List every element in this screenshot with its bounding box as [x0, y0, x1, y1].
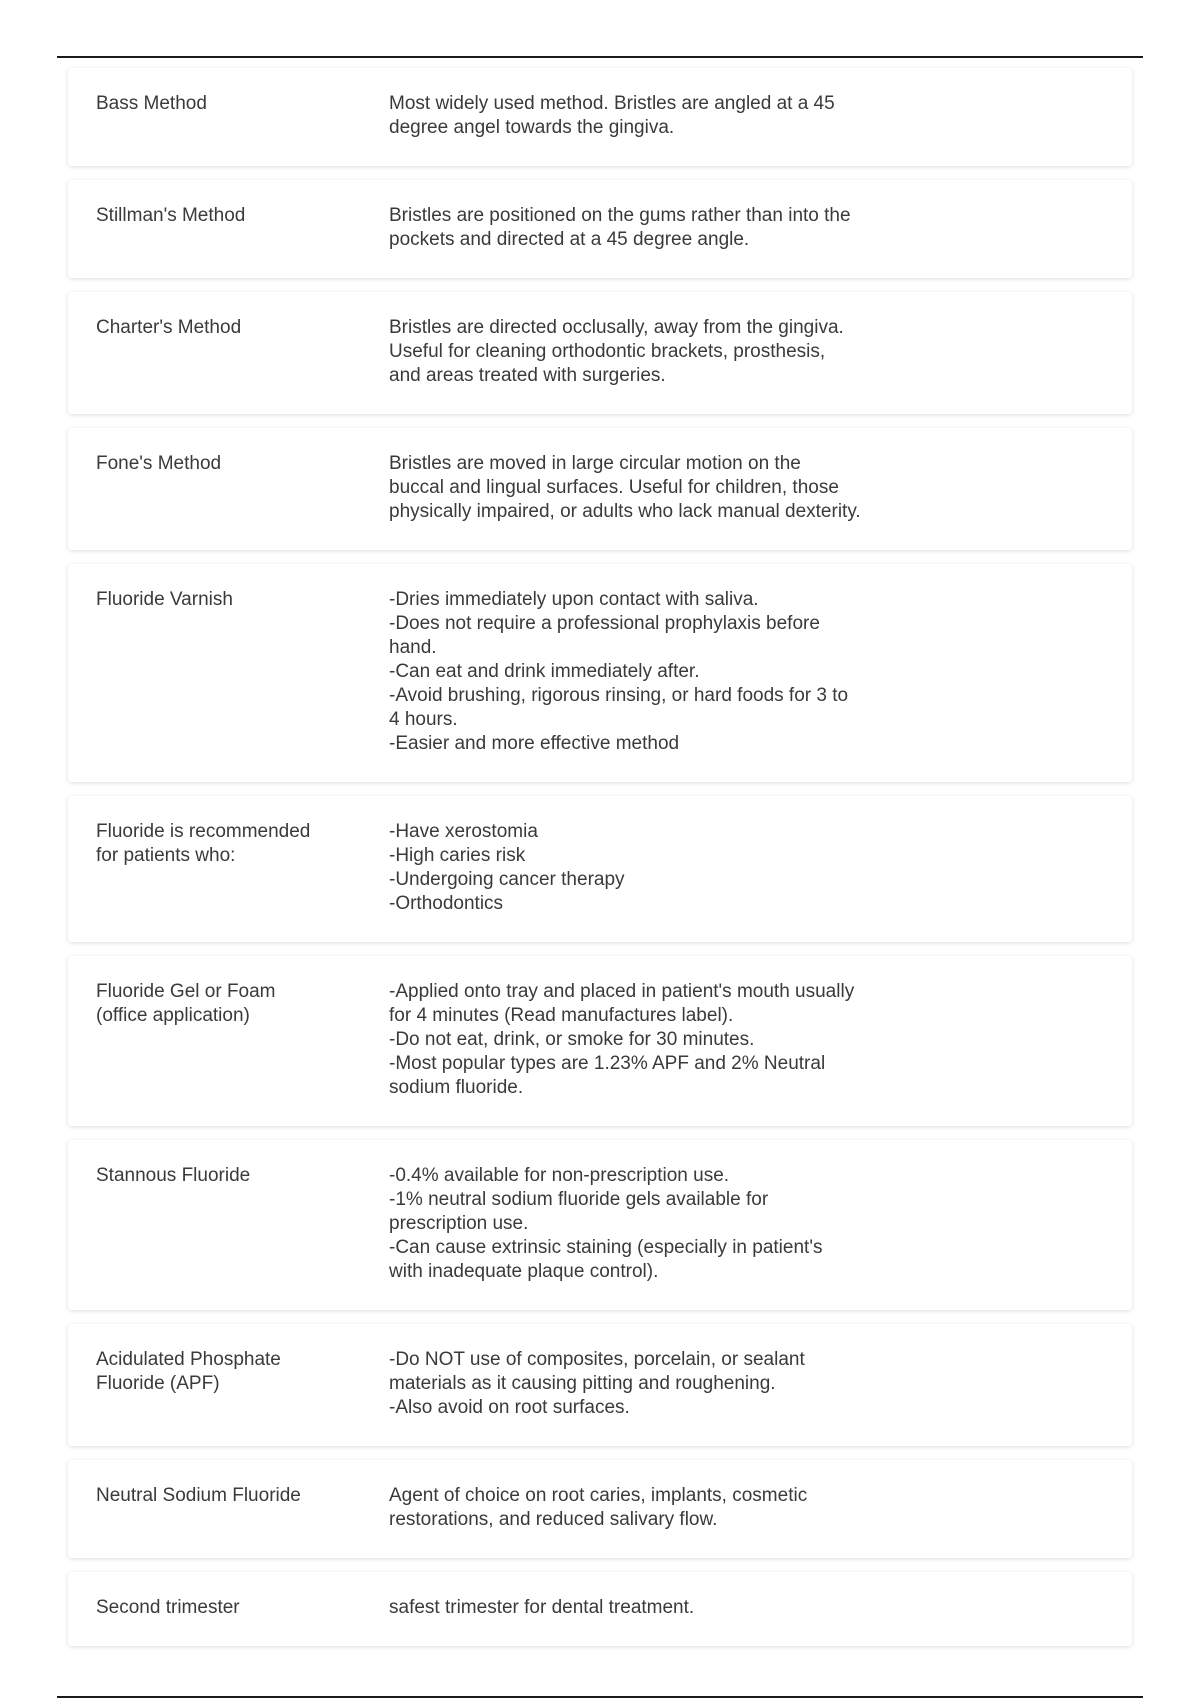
flashcard — [68, 796, 1132, 942]
card-definition: safest trimester for dental treatment. — [389, 1597, 695, 1618]
bottom-divider — [57, 1696, 1143, 1698]
card-definition: -Dries immediately upon contact with saliva. -Does not require a professional prophylaxis before hand. -Can eat and drink immediately after. -Avoid brushing, rigorous rinsing, or hard foods for 3 to 4 hours. -Easier and more effective method — [389, 589, 849, 754]
flashcard — [68, 956, 1132, 1126]
flashcard — [68, 1460, 1132, 1558]
flashcard — [68, 1140, 1132, 1310]
card-term: Fluoride is recommended for patients who: — [96, 821, 311, 866]
card-definition: -Do NOT use of composites, porcelain, or sealant materials as it causing pitting and roughening. -Also avoid on root surfaces. — [389, 1349, 805, 1418]
card-definition: -Applied onto tray and placed in patient's mouth usually for 4 minutes (Read manufactures label). -Do not eat, drink, or smoke for 30 minutes. -Most popular types are 1.23% APF and 2% Neutral sodium fluoride. — [389, 981, 855, 1098]
card-term: Charter's Method — [96, 317, 242, 338]
card-definition: Bristles are directed occlusally, away from the gingiva. Useful for cleaning orthodontic brackets, prosthesis, and areas treated with surgeries. — [389, 317, 844, 386]
card-definition: Most widely used method. Bristles are angled at a 45 degree angel towards the gingiva. — [389, 93, 835, 138]
flashcard — [68, 564, 1132, 782]
card-term: Bass Method — [96, 93, 207, 114]
card-term: Acidulated Phosphate Fluoride (APF) — [96, 1349, 281, 1394]
top-divider — [57, 56, 1143, 58]
card-definition: -0.4% available for non-prescription use. -1% neutral sodium fluoride gels available for prescription use. -Can cause extrinsic staining (especially in patient's with inadequate plaque control). — [389, 1165, 823, 1282]
flashcard-list — [68, 68, 1132, 1660]
flashcard — [68, 292, 1132, 414]
card-term: Fone's Method — [96, 453, 222, 474]
flashcard — [68, 68, 1132, 166]
flashcard — [68, 1572, 1132, 1646]
card-term: Fluoride Gel or Foam (office application) — [96, 981, 276, 1026]
card-term: Neutral Sodium Fluoride — [96, 1485, 301, 1506]
card-term: Fluoride Varnish — [96, 589, 233, 610]
flashcard — [68, 428, 1132, 550]
card-definition: Agent of choice on root caries, implants, cosmetic restorations, and reduced salivary flow. — [389, 1485, 808, 1530]
card-definition: Bristles are moved in large circular motion on the buccal and lingual surfaces. Useful for children, those physically impaired, or adults who lack manual dexterity. — [389, 453, 861, 522]
flashcard — [68, 1324, 1132, 1446]
card-definition: Bristles are positioned on the gums rather than into the pockets and directed at a 45 degree angle. — [389, 205, 851, 250]
card-term: Stillman's Method — [96, 205, 246, 226]
card-term: Second trimester — [96, 1597, 240, 1618]
card-definition: -Have xerostomia -High caries risk -Undergoing cancer therapy -Orthodontics — [389, 821, 625, 914]
card-term: Stannous Fluoride — [96, 1165, 251, 1186]
flashcard — [68, 180, 1132, 278]
